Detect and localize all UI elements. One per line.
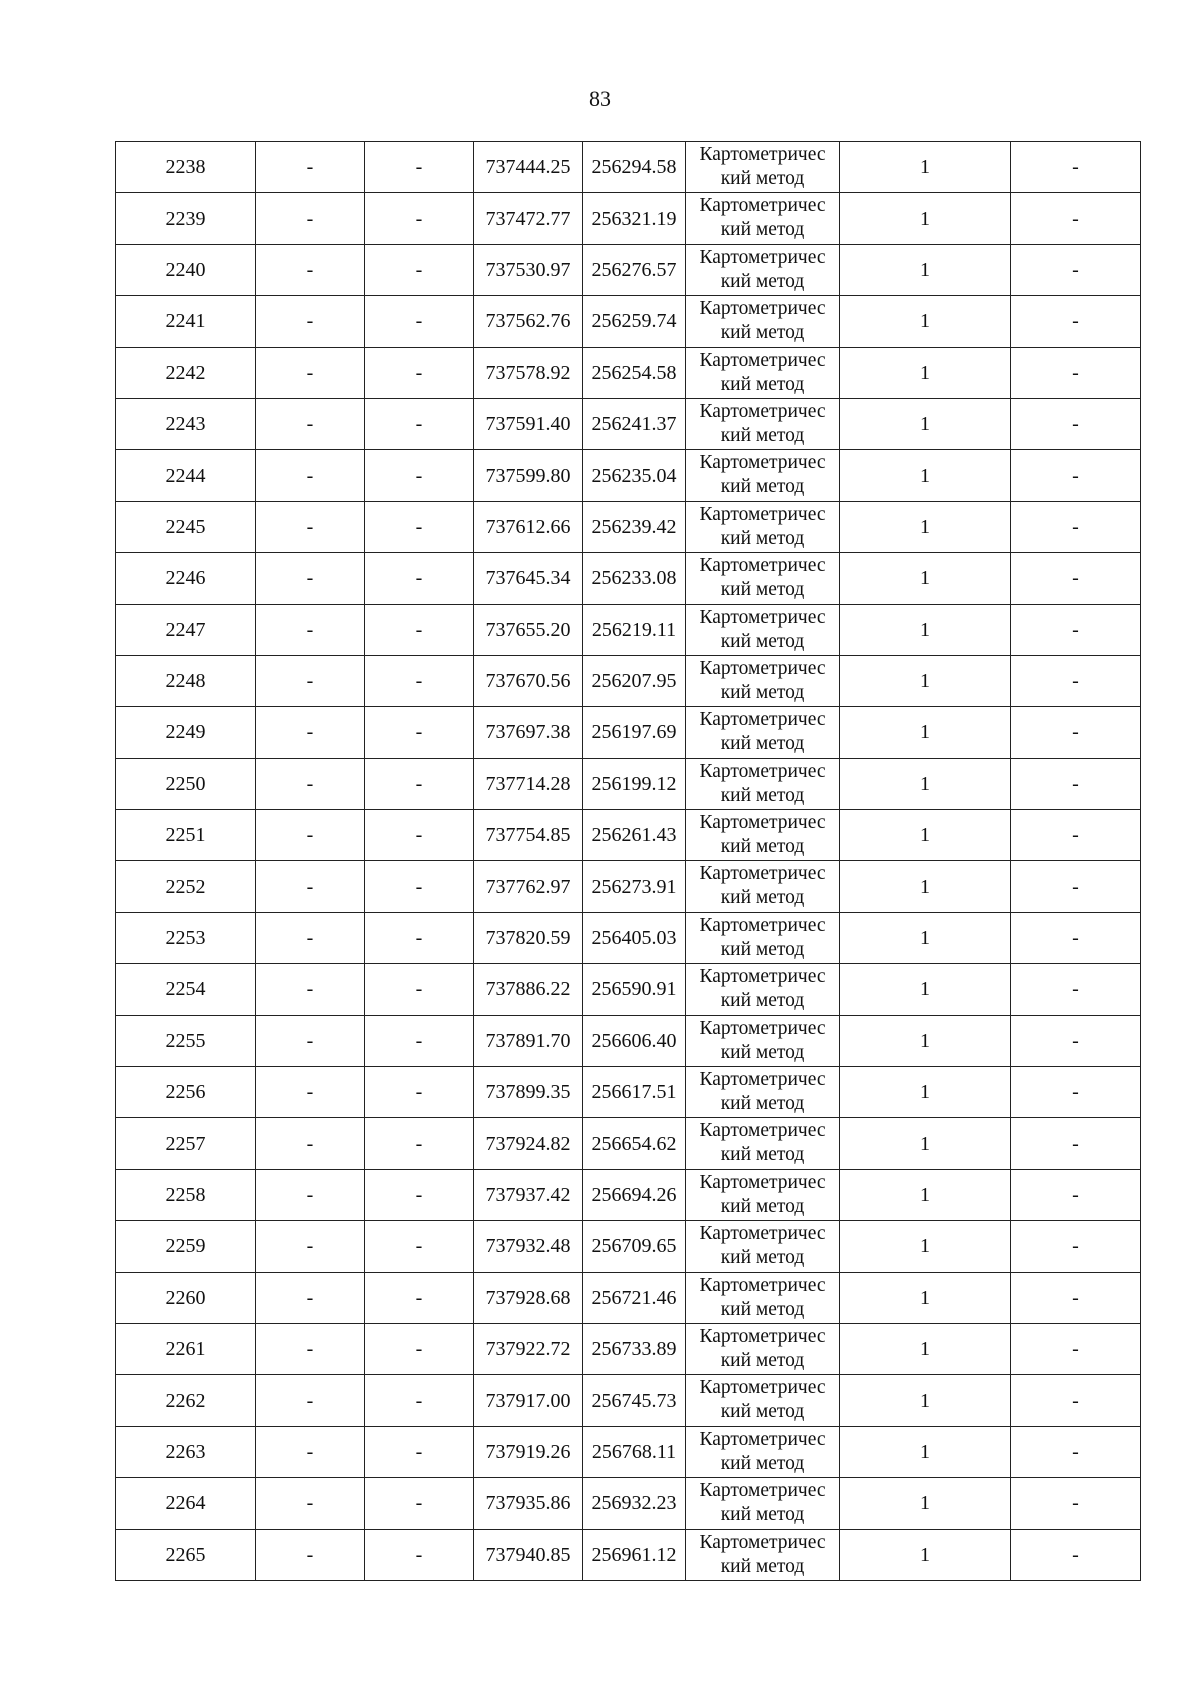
accuracy-cell: 1 [840, 142, 1011, 193]
y-coordinate-cell: 256745.73 [583, 1375, 686, 1426]
col3-cell: - [365, 501, 474, 552]
point-number-cell: 2254 [116, 964, 256, 1015]
y-coordinate-cell: 256273.91 [583, 861, 686, 912]
col2-cell: - [256, 142, 365, 193]
method-cell: Картометричес кий метод [686, 553, 840, 604]
point-number-cell: 2240 [116, 244, 256, 295]
col3-cell: - [365, 193, 474, 244]
method-cell: Картометричес кий метод [686, 861, 840, 912]
table-row [116, 912, 1141, 963]
point-number-cell: 2256 [116, 1067, 256, 1118]
method-cell: Картометричес кий метод [686, 398, 840, 449]
col2-cell: - [256, 553, 365, 604]
description-cell: - [1011, 758, 1141, 809]
point-number-cell: 2258 [116, 1169, 256, 1220]
accuracy-cell: 1 [840, 1478, 1011, 1529]
table-row [116, 1478, 1141, 1529]
accuracy-cell: 1 [840, 1169, 1011, 1220]
description-cell: - [1011, 1118, 1141, 1169]
col3-cell: - [365, 398, 474, 449]
table-row [116, 1118, 1141, 1169]
col3-cell: - [365, 347, 474, 398]
col2-cell: - [256, 604, 365, 655]
col2-cell: - [256, 398, 365, 449]
col2-cell: - [256, 1272, 365, 1323]
y-coordinate-cell: 256241.37 [583, 398, 686, 449]
table-row [116, 810, 1141, 861]
x-coordinate-cell: 737562.76 [474, 296, 583, 347]
table-row [116, 398, 1141, 449]
method-cell: Картометричес кий метод [686, 347, 840, 398]
accuracy-cell: 1 [840, 553, 1011, 604]
x-coordinate-cell: 737591.40 [474, 398, 583, 449]
y-coordinate-cell: 256233.08 [583, 553, 686, 604]
method-cell: Картометричес кий метод [686, 142, 840, 193]
y-coordinate-cell: 256932.23 [583, 1478, 686, 1529]
x-coordinate-cell: 737578.92 [474, 347, 583, 398]
x-coordinate-cell: 737922.72 [474, 1323, 583, 1374]
col2-cell: - [256, 1375, 365, 1426]
col2-cell: - [256, 655, 365, 706]
point-number-cell: 2249 [116, 707, 256, 758]
method-cell: Картометричес кий метод [686, 964, 840, 1015]
point-number-cell: 2265 [116, 1529, 256, 1580]
col3-cell: - [365, 1221, 474, 1272]
col3-cell: - [365, 604, 474, 655]
point-number-cell: 2264 [116, 1478, 256, 1529]
description-cell: - [1011, 347, 1141, 398]
point-number-cell: 2263 [116, 1426, 256, 1477]
accuracy-cell: 1 [840, 1426, 1011, 1477]
point-number-cell: 2241 [116, 296, 256, 347]
x-coordinate-cell: 737645.34 [474, 553, 583, 604]
point-number-cell: 2262 [116, 1375, 256, 1426]
description-cell: - [1011, 244, 1141, 295]
col2-cell: - [256, 450, 365, 501]
method-cell: Картометричес кий метод [686, 1272, 840, 1323]
accuracy-cell: 1 [840, 1221, 1011, 1272]
x-coordinate-cell: 737670.56 [474, 655, 583, 706]
table-row [116, 1067, 1141, 1118]
col3-cell: - [365, 758, 474, 809]
table-row [116, 1272, 1141, 1323]
method-cell: Картометричес кий метод [686, 912, 840, 963]
col3-cell: - [365, 1426, 474, 1477]
col2-cell: - [256, 501, 365, 552]
point-number-cell: 2253 [116, 912, 256, 963]
x-coordinate-cell: 737820.59 [474, 912, 583, 963]
description-cell: - [1011, 1169, 1141, 1220]
y-coordinate-cell: 256709.65 [583, 1221, 686, 1272]
y-coordinate-cell: 256261.43 [583, 810, 686, 861]
accuracy-cell: 1 [840, 758, 1011, 809]
description-cell: - [1011, 142, 1141, 193]
point-number-cell: 2239 [116, 193, 256, 244]
col3-cell: - [365, 655, 474, 706]
col3-cell: - [365, 912, 474, 963]
method-cell: Картометричес кий метод [686, 810, 840, 861]
col2-cell: - [256, 810, 365, 861]
y-coordinate-cell: 256259.74 [583, 296, 686, 347]
x-coordinate-cell: 737530.97 [474, 244, 583, 295]
col3-cell: - [365, 964, 474, 1015]
point-number-cell: 2243 [116, 398, 256, 449]
col2-cell: - [256, 347, 365, 398]
col3-cell: - [365, 1529, 474, 1580]
accuracy-cell: 1 [840, 861, 1011, 912]
description-cell: - [1011, 861, 1141, 912]
accuracy-cell: 1 [840, 244, 1011, 295]
description-cell: - [1011, 964, 1141, 1015]
x-coordinate-cell: 737762.97 [474, 861, 583, 912]
col2-cell: - [256, 1015, 365, 1066]
x-coordinate-cell: 737928.68 [474, 1272, 583, 1323]
method-cell: Картометричес кий метод [686, 1118, 840, 1169]
col3-cell: - [365, 1272, 474, 1323]
accuracy-cell: 1 [840, 1323, 1011, 1374]
x-coordinate-cell: 737472.77 [474, 193, 583, 244]
col3-cell: - [365, 244, 474, 295]
accuracy-cell: 1 [840, 501, 1011, 552]
description-cell: - [1011, 1272, 1141, 1323]
y-coordinate-cell: 256199.12 [583, 758, 686, 809]
description-cell: - [1011, 1375, 1141, 1426]
accuracy-cell: 1 [840, 707, 1011, 758]
method-cell: Картометричес кий метод [686, 1529, 840, 1580]
accuracy-cell: 1 [840, 964, 1011, 1015]
accuracy-cell: 1 [840, 1118, 1011, 1169]
table-row [116, 244, 1141, 295]
table-row [116, 193, 1141, 244]
method-cell: Картометричес кий метод [686, 1221, 840, 1272]
x-coordinate-cell: 737937.42 [474, 1169, 583, 1220]
col2-cell: - [256, 1426, 365, 1477]
table-row [116, 1015, 1141, 1066]
y-coordinate-cell: 256254.58 [583, 347, 686, 398]
table-row [116, 861, 1141, 912]
col2-cell: - [256, 861, 365, 912]
method-cell: Картометричес кий метод [686, 450, 840, 501]
description-cell: - [1011, 1529, 1141, 1580]
method-cell: Картометричес кий метод [686, 604, 840, 655]
x-coordinate-cell: 737924.82 [474, 1118, 583, 1169]
y-coordinate-cell: 256721.46 [583, 1272, 686, 1323]
col3-cell: - [365, 296, 474, 347]
table-row [116, 1529, 1141, 1580]
col2-cell: - [256, 1221, 365, 1272]
point-number-cell: 2244 [116, 450, 256, 501]
accuracy-cell: 1 [840, 655, 1011, 706]
method-cell: Картометричес кий метод [686, 1323, 840, 1374]
point-number-cell: 2260 [116, 1272, 256, 1323]
method-cell: Картометричес кий метод [686, 1169, 840, 1220]
table-row [116, 142, 1141, 193]
description-cell: - [1011, 398, 1141, 449]
y-coordinate-cell: 256733.89 [583, 1323, 686, 1374]
coordinates-table [115, 141, 1141, 1581]
accuracy-cell: 1 [840, 1067, 1011, 1118]
col3-cell: - [365, 1015, 474, 1066]
accuracy-cell: 1 [840, 296, 1011, 347]
description-cell: - [1011, 1426, 1141, 1477]
point-number-cell: 2242 [116, 347, 256, 398]
y-coordinate-cell: 256617.51 [583, 1067, 686, 1118]
col3-cell: - [365, 1118, 474, 1169]
col3-cell: - [365, 1169, 474, 1220]
col3-cell: - [365, 707, 474, 758]
accuracy-cell: 1 [840, 604, 1011, 655]
y-coordinate-cell: 256590.91 [583, 964, 686, 1015]
table-row [116, 1221, 1141, 1272]
accuracy-cell: 1 [840, 398, 1011, 449]
accuracy-cell: 1 [840, 810, 1011, 861]
table-row [116, 450, 1141, 501]
y-coordinate-cell: 256768.11 [583, 1426, 686, 1477]
col2-cell: - [256, 296, 365, 347]
col3-cell: - [365, 1478, 474, 1529]
col3-cell: - [365, 810, 474, 861]
description-cell: - [1011, 501, 1141, 552]
col2-cell: - [256, 1478, 365, 1529]
accuracy-cell: 1 [840, 193, 1011, 244]
table-row [116, 655, 1141, 706]
table-row [116, 1169, 1141, 1220]
col2-cell: - [256, 1067, 365, 1118]
col2-cell: - [256, 1529, 365, 1580]
col2-cell: - [256, 964, 365, 1015]
method-cell: Картометричес кий метод [686, 1067, 840, 1118]
x-coordinate-cell: 737932.48 [474, 1221, 583, 1272]
point-number-cell: 2257 [116, 1118, 256, 1169]
y-coordinate-cell: 256694.26 [583, 1169, 686, 1220]
description-cell: - [1011, 1221, 1141, 1272]
method-cell: Картометричес кий метод [686, 1426, 840, 1477]
y-coordinate-cell: 256219.11 [583, 604, 686, 655]
point-number-cell: 2250 [116, 758, 256, 809]
point-number-cell: 2238 [116, 142, 256, 193]
description-cell: - [1011, 1323, 1141, 1374]
accuracy-cell: 1 [840, 1272, 1011, 1323]
x-coordinate-cell: 737940.85 [474, 1529, 583, 1580]
table-row [116, 758, 1141, 809]
table-row [116, 347, 1141, 398]
col3-cell: - [365, 1323, 474, 1374]
method-cell: Картометричес кий метод [686, 758, 840, 809]
point-number-cell: 2255 [116, 1015, 256, 1066]
y-coordinate-cell: 256654.62 [583, 1118, 686, 1169]
table-row [116, 1323, 1141, 1374]
table-row [116, 707, 1141, 758]
col2-cell: - [256, 758, 365, 809]
description-cell: - [1011, 604, 1141, 655]
table-body [116, 142, 1141, 1581]
method-cell: Картометричес кий метод [686, 244, 840, 295]
method-cell: Картометричес кий метод [686, 1478, 840, 1529]
point-number-cell: 2261 [116, 1323, 256, 1374]
table-row [116, 501, 1141, 552]
y-coordinate-cell: 256239.42 [583, 501, 686, 552]
method-cell: Картометричес кий метод [686, 655, 840, 706]
x-coordinate-cell: 737714.28 [474, 758, 583, 809]
col3-cell: - [365, 861, 474, 912]
col2-cell: - [256, 1118, 365, 1169]
description-cell: - [1011, 296, 1141, 347]
description-cell: - [1011, 810, 1141, 861]
table-row [116, 1426, 1141, 1477]
x-coordinate-cell: 737655.20 [474, 604, 583, 655]
method-cell: Картометричес кий метод [686, 1015, 840, 1066]
accuracy-cell: 1 [840, 1015, 1011, 1066]
description-cell: - [1011, 655, 1141, 706]
y-coordinate-cell: 256405.03 [583, 912, 686, 963]
accuracy-cell: 1 [840, 1375, 1011, 1426]
table-row [116, 604, 1141, 655]
table-row [116, 296, 1141, 347]
col3-cell: - [365, 1067, 474, 1118]
x-coordinate-cell: 737697.38 [474, 707, 583, 758]
point-number-cell: 2251 [116, 810, 256, 861]
point-number-cell: 2247 [116, 604, 256, 655]
y-coordinate-cell: 256235.04 [583, 450, 686, 501]
method-cell: Картометричес кий метод [686, 296, 840, 347]
point-number-cell: 2245 [116, 501, 256, 552]
method-cell: Картометричес кий метод [686, 707, 840, 758]
y-coordinate-cell: 256276.57 [583, 244, 686, 295]
point-number-cell: 2246 [116, 553, 256, 604]
y-coordinate-cell: 256294.58 [583, 142, 686, 193]
col2-cell: - [256, 193, 365, 244]
method-cell: Картометричес кий метод [686, 193, 840, 244]
description-cell: - [1011, 193, 1141, 244]
x-coordinate-cell: 737754.85 [474, 810, 583, 861]
x-coordinate-cell: 737917.00 [474, 1375, 583, 1426]
table-row [116, 964, 1141, 1015]
accuracy-cell: 1 [840, 912, 1011, 963]
y-coordinate-cell: 256606.40 [583, 1015, 686, 1066]
point-number-cell: 2248 [116, 655, 256, 706]
description-cell: - [1011, 1478, 1141, 1529]
x-coordinate-cell: 737612.66 [474, 501, 583, 552]
description-cell: - [1011, 553, 1141, 604]
point-number-cell: 2259 [116, 1221, 256, 1272]
x-coordinate-cell: 737444.25 [474, 142, 583, 193]
col3-cell: - [365, 142, 474, 193]
x-coordinate-cell: 737919.26 [474, 1426, 583, 1477]
col2-cell: - [256, 1169, 365, 1220]
y-coordinate-cell: 256197.69 [583, 707, 686, 758]
description-cell: - [1011, 707, 1141, 758]
x-coordinate-cell: 737899.35 [474, 1067, 583, 1118]
x-coordinate-cell: 737886.22 [474, 964, 583, 1015]
method-cell: Картометричес кий метод [686, 1375, 840, 1426]
accuracy-cell: 1 [840, 347, 1011, 398]
table-row [116, 1375, 1141, 1426]
col2-cell: - [256, 1323, 365, 1374]
page-number: 83 [589, 86, 611, 111]
col3-cell: - [365, 553, 474, 604]
y-coordinate-cell: 256321.19 [583, 193, 686, 244]
description-cell: - [1011, 912, 1141, 963]
x-coordinate-cell: 737891.70 [474, 1015, 583, 1066]
col3-cell: - [365, 1375, 474, 1426]
col2-cell: - [256, 244, 365, 295]
point-number-cell: 2252 [116, 861, 256, 912]
accuracy-cell: 1 [840, 450, 1011, 501]
description-cell: - [1011, 450, 1141, 501]
y-coordinate-cell: 256961.12 [583, 1529, 686, 1580]
accuracy-cell: 1 [840, 1529, 1011, 1580]
description-cell: - [1011, 1015, 1141, 1066]
x-coordinate-cell: 737935.86 [474, 1478, 583, 1529]
col2-cell: - [256, 912, 365, 963]
col3-cell: - [365, 450, 474, 501]
y-coordinate-cell: 256207.95 [583, 655, 686, 706]
table-row [116, 553, 1141, 604]
x-coordinate-cell: 737599.80 [474, 450, 583, 501]
col2-cell: - [256, 707, 365, 758]
description-cell: - [1011, 1067, 1141, 1118]
method-cell: Картометричес кий метод [686, 501, 840, 552]
